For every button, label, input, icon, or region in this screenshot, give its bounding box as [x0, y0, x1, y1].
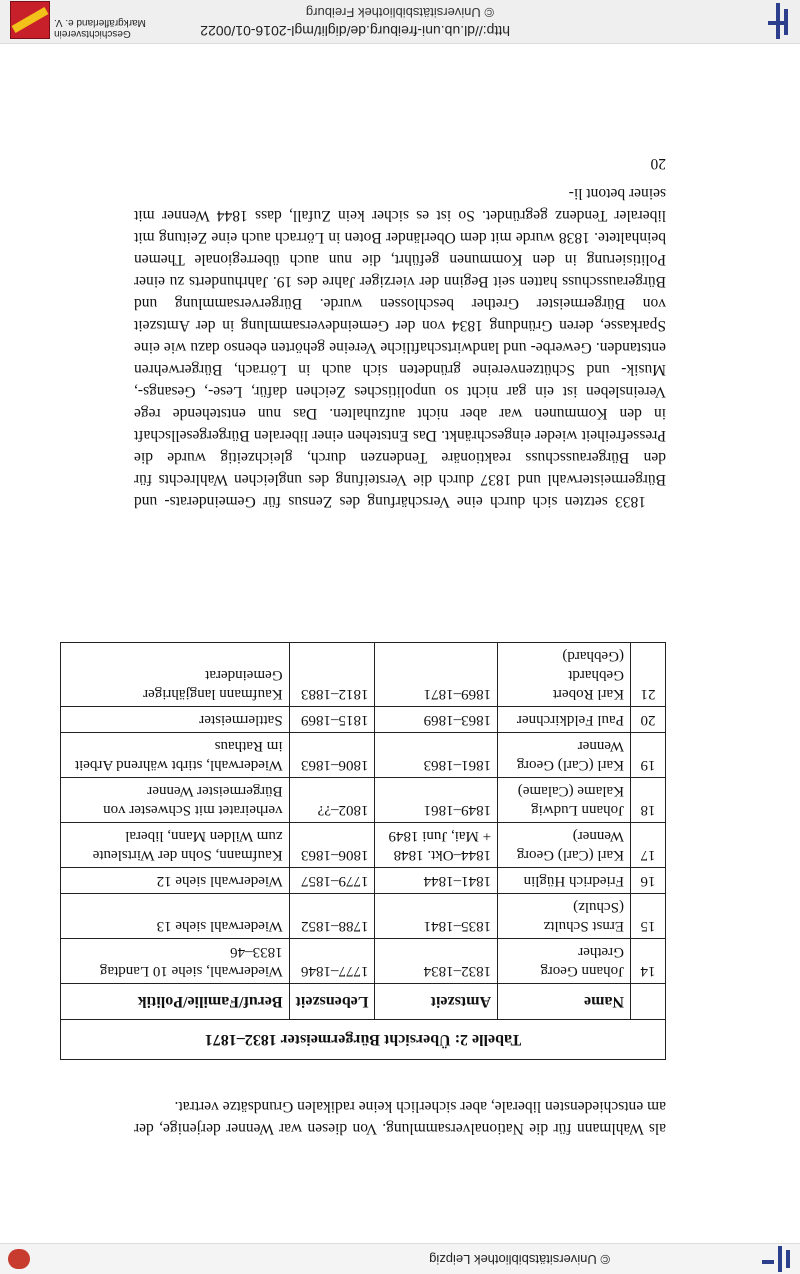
cell-lebenszeit: 1777–1846 [289, 939, 375, 984]
cell-nr: 19 [631, 733, 666, 778]
cell-nr: 14 [631, 939, 666, 984]
cell-lebenszeit: 1806–1863 [289, 733, 375, 778]
cell-name: Karl (Carl) Georg Wenner) [498, 823, 631, 868]
table-row [61, 894, 666, 939]
cell-amtszeit: 1869–1871 [375, 643, 498, 707]
library-logo-icon[interactable] [764, 3, 792, 39]
cell-nr: 20 [631, 707, 666, 733]
cell-beruf: Kaufmann, Sohn der Wirtsleute zum Wilden Mann, liberal [61, 823, 290, 868]
cell-nr: 16 [631, 868, 666, 894]
body-text: 1833 setzten sich durch eine Verschärfung des Zensus für Gemeinderats- und Bürgermeisterwahl und 1837 durch die Versteifung des ungleichen Wahlrechts für den Bürgerausschuss reaktionäre Tendenzen durch, gleichzeitig wurde die Pressefreiheit wieder eingeschränkt. Das Entstehen einer liberalen Bürgergesellschaft in den Kommunen war aber nicht aufzuhalten. Das nun entstehende rege Vereinsleben ist ein gar nicht so unpolitisches Zeichen dafür, Lese-, Gesangs-, Musik- und Schützenvereine gründeten sich auch in Lörrach, Bürgerwehren entstanden. Gewerbe- und landwirtschaftliche Vereine gehörten ebenso dazu wie eine Sparkasse, deren Gründung 1834 von der Gemeindeversammlung in der Amtszeit von Bürgermeister Grether beschlossen wurde. Bürgerversammlung und Bürgerausschuss hatten seit Beginn der vierziger Jahre des 19. Jahrhunderts zu einer Politisierung in den Kommunen geführt, die nun auch überregionale Themen beinhaltete. 1838 wurde mit dem Oberländer Boten in Lörrach auch eine Zeitung mit liberaler Tendenz gegründet. So ist es sicher kein Zufall, dass 1844 Wenner mit seiner betont li- [134, 185, 666, 510]
cell-beruf: verheiratet mit Schwester von Bürgermeister Wenner [61, 778, 290, 823]
table-row [61, 868, 666, 894]
cell-name: Karl Robert Gebhardt (Gebhard) [498, 643, 631, 707]
intro-text: als Wahlmann für die Nationalversammlung. Von diesen war Wenner derjenige, der am entschiedensten liberale, aber sicherlich keine radikalen Grundsätze vertrat. [134, 1098, 666, 1137]
page-number: 20 [650, 155, 666, 172]
cell-lebenszeit: 1806–1863 [289, 823, 375, 868]
cell-beruf: Wiederwahl, siehe 10 Landtag 1833–46 [61, 939, 290, 984]
cell-beruf: Wiederwahl siehe 13 [61, 894, 290, 939]
header-nr [631, 984, 666, 1020]
cell-amtszeit: 1835–1841 [375, 894, 498, 939]
cell-amtszeit: 1863–1869 [375, 707, 498, 733]
header-name: Name [498, 984, 631, 1020]
intro-paragraph [134, 1095, 666, 1139]
cell-lebenszeit: 1788–1852 [289, 894, 375, 939]
viewer-footer [0, 0, 800, 44]
cell-lebenszeit: 1815–1869 [289, 707, 375, 733]
cell-name: Ernst Schultz (Schulz) [498, 894, 631, 939]
cell-nr: 21 [631, 643, 666, 707]
header-lebenszeit: Lebenszeit [289, 984, 375, 1020]
cell-name: Karl (Carl) Georg Wenner [498, 733, 631, 778]
cell-nr: 17 [631, 823, 666, 868]
cell-lebenszeit: 1779–1857 [289, 868, 375, 894]
mayor-table [60, 642, 666, 1060]
top-bar-copyright: © Universitätsbibliothek Leipzig [429, 1252, 610, 1267]
body-paragraph [134, 182, 666, 512]
footer-url-link[interactable]: http://dl.ub.uni-freiburg.de/diglit/mgl-2016-01/0022 [200, 23, 510, 39]
table-caption: Tabelle 2: Übersicht Bürgermeister 1832–1871 [61, 1020, 666, 1060]
cell-beruf: Kaufmann langjähriger Gemeinderat [61, 643, 290, 707]
table-row [61, 707, 666, 733]
table-row [61, 733, 666, 778]
cell-beruf: Wiederwahl siehe 12 [61, 868, 290, 894]
cell-amtszeit: 1849–1861 [375, 778, 498, 823]
cell-lebenszeit: 1802–?? [289, 778, 375, 823]
table-header-row [61, 984, 666, 1020]
table-row [61, 823, 666, 868]
cell-amtszeit: 1841–1844 [375, 868, 498, 894]
table-row [61, 778, 666, 823]
cell-name: Johann Georg Grether [498, 939, 631, 984]
cell-lebenszeit: 1812–1883 [289, 643, 375, 707]
society-name [54, 17, 154, 39]
header-amtszeit: Amtszeit [375, 984, 498, 1020]
top-bar-badge-icon [8, 1249, 30, 1269]
table-row [61, 939, 666, 984]
society-line2: Markgräflerland e. V. [54, 17, 146, 28]
viewer-top-bar [0, 1243, 800, 1274]
society-line1: Geschichtsverein [54, 28, 131, 39]
cell-nr: 15 [631, 894, 666, 939]
table-row [61, 643, 666, 707]
cell-name: Johann Ludwig Kalame (Calame) [498, 778, 631, 823]
cell-amtszeit: 1832–1834 [375, 939, 498, 984]
cell-nr: 18 [631, 778, 666, 823]
footer-copyright: © Universitätsbibliothek Freiburg [305, 5, 494, 20]
cell-beruf: Sattlermeister [61, 707, 290, 733]
library-logo-icon[interactable] [752, 1246, 794, 1272]
cell-amtszeit: 1844–Okt. 1848 + Mai, Juni 1849 [375, 823, 498, 868]
cell-name: Friedrich Hüglin [498, 868, 631, 894]
cell-amtszeit: 1861–1863 [375, 733, 498, 778]
society-crest-icon[interactable] [12, 3, 50, 39]
cell-beruf: Wiederwahl, stirbt während Arbeit im Rathaus [61, 733, 290, 778]
header-beruf: Beruf/Familie/Politik [61, 984, 290, 1020]
cell-name: Paul Feldkirchner [498, 707, 631, 733]
